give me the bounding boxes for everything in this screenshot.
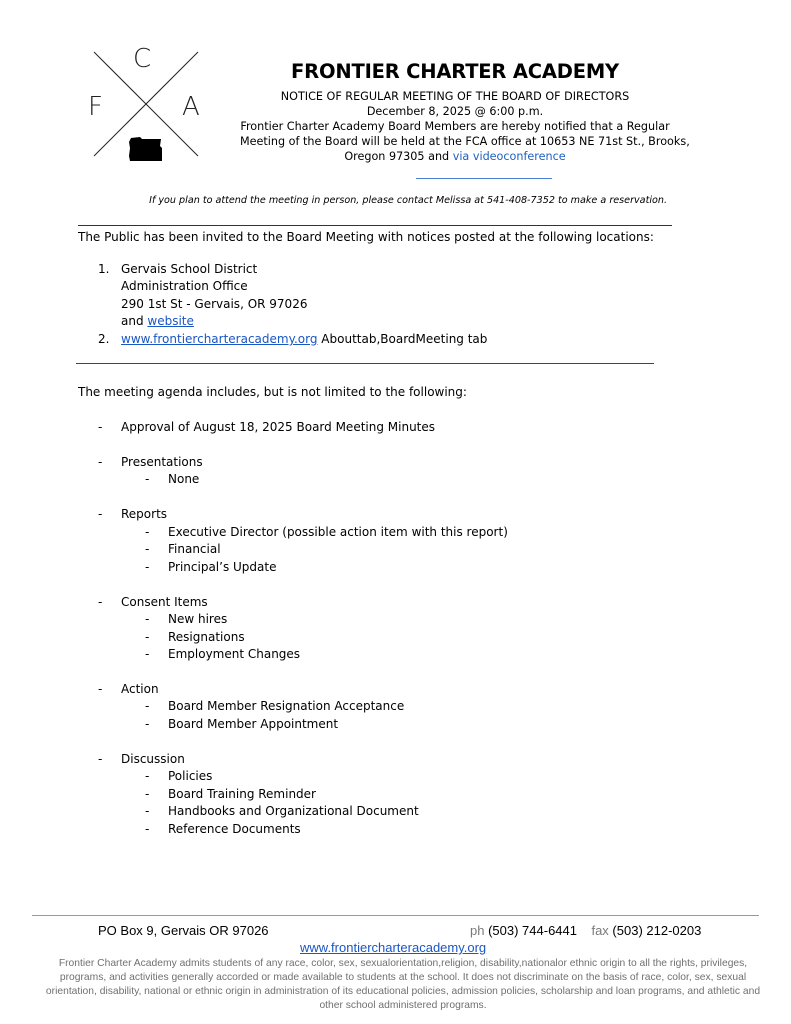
fax-number: (503) 212-0203 — [612, 923, 702, 938]
bullet-dash: - — [98, 507, 103, 521]
bullet-dash: - — [145, 717, 150, 731]
bullet-dash: - — [145, 787, 150, 801]
bullet-dash: - — [145, 525, 150, 539]
footer-divider — [32, 915, 759, 916]
meeting-subtitle: NOTICE OF REGULAR MEETING OF THE BOARD OF DIRECTORS — [280, 90, 630, 103]
disclaimer-line: programs, and activities generally accorded or made available to students at the school. It does not discriminate on the basis of race, color, sex, sexual — [59, 972, 747, 983]
bullet-dash: - — [145, 822, 150, 836]
agenda-subitem: New hires — [168, 612, 228, 626]
bullet-dash: - — [145, 804, 150, 818]
bullet-dash: - — [98, 752, 103, 766]
disclaimer-line: Frontier Charter Academy admits students of any race, color, sex, sexualorientation,religion, disability,nationalor ethnic origin to all the rights, privileges, — [58, 958, 748, 969]
meeting-notice-line-2: Meeting of the Board will be held at the FCA office at 10653 NE 71st St., Brooks, — [240, 135, 690, 148]
agenda-subitem: Board Training Reminder — [168, 787, 316, 801]
oregon-state-icon — [128, 136, 164, 162]
fca-website-link[interactable]: www.frontiercharteracademy.org — [121, 332, 318, 346]
agenda-item: Action — [121, 682, 159, 696]
page-title: FRONTIER CHARTER ACADEMY — [291, 60, 619, 83]
location-line — [121, 332, 487, 346]
location-line: Administration Office — [121, 279, 248, 293]
location-line: Gervais School District — [121, 262, 258, 276]
bullet-dash: - — [145, 542, 150, 556]
agenda-subitem: Employment Changes — [168, 647, 301, 661]
agenda-subitem: Resignations — [168, 630, 245, 644]
meeting-datetime: December 8, 2025 @ 6:00 p.m. — [366, 105, 544, 118]
bullet-dash: - — [145, 472, 150, 486]
location-line: 290 1st St - Gervais, OR 97026 — [121, 297, 308, 311]
bullet-dash: - — [145, 612, 150, 626]
location-tab-text: Abouttab,BoardMeeting tab — [317, 332, 488, 346]
agenda-item: Approval of August 18, 2025 Board Meeting Minutes — [121, 420, 436, 434]
agenda-subitem: None — [168, 472, 200, 486]
agenda-subitem: Principal’s Update — [168, 560, 277, 574]
locations-intro: The Public has been invited to the Board Meeting with notices posted at the following locations: — [78, 230, 654, 244]
phone-number: (503) 744-6441 — [488, 923, 577, 938]
logo-letter-a: A — [182, 92, 200, 122]
bullet-dash: - — [98, 595, 103, 609]
agenda-item: Presentations — [121, 455, 203, 469]
agenda-subitem: Policies — [168, 769, 213, 783]
bullet-dash: - — [98, 420, 103, 434]
footer-address: PO Box 9, Gervais OR 97026 — [98, 923, 269, 938]
footer-website-link[interactable]: www.frontiercharteracademy.org — [300, 940, 487, 955]
bullet-dash: - — [145, 630, 150, 644]
website-link[interactable]: website — [147, 314, 194, 328]
disclaimer-line: orientation, disability, national or ethnic origin in administration of its educational policies, admission policies, scholarship and loan programs, and athletic and — [45, 986, 761, 997]
agenda-item: Reports — [121, 507, 168, 521]
location-and-text: and — [121, 314, 148, 328]
agenda-subitem: Executive Director (possible action item with this report) — [168, 525, 508, 539]
footer-contact — [470, 923, 701, 938]
nondiscrimination-disclaimer — [36, 957, 770, 1013]
meeting-notice-line-1: Frontier Charter Academy Board Members are hereby notified that a Regular — [240, 120, 670, 133]
location-number: 2. — [98, 332, 110, 346]
agenda-intro: The meeting agenda includes, but is not limited to the following: — [78, 385, 467, 399]
bullet-dash: - — [145, 647, 150, 661]
agenda-subitem: Board Member Resignation Acceptance — [168, 699, 405, 713]
location-number: 1. — [98, 262, 110, 276]
meeting-notice-line-3 — [240, 148, 670, 165]
fax-label: fax — [591, 923, 609, 938]
agenda-subitem: Financial — [168, 542, 221, 556]
bullet-dash: - — [145, 560, 150, 574]
agenda-item: Discussion — [121, 752, 185, 766]
agenda-subitem: Reference Documents — [168, 822, 301, 836]
videoconference-link-underline[interactable] — [416, 178, 552, 179]
agenda-subitem: Board Member Appointment — [168, 717, 339, 731]
school-logo — [86, 44, 206, 164]
videoconference-link[interactable]: via videoconference — [452, 150, 566, 163]
bullet-dash: - — [98, 682, 103, 696]
logo-letter-c: C — [133, 44, 152, 74]
disclaimer-line: other school administered programs. — [319, 1000, 487, 1011]
divider — [78, 225, 672, 226]
divider — [76, 363, 654, 364]
meeting-location-text: Oregon 97305 and — [344, 150, 453, 163]
agenda-subitem: Handbooks and Organizational Document — [168, 804, 419, 818]
location-line — [121, 314, 194, 328]
agenda-item: Consent Items — [121, 595, 208, 609]
bullet-dash: - — [145, 699, 150, 713]
bullet-dash: - — [98, 455, 103, 469]
phone-label: ph — [470, 923, 485, 938]
reservation-note: If you plan to attend the meeting in person, please contact Melissa at 541-408-7352 to make a reservation. — [149, 195, 667, 206]
logo-letter-f: F — [88, 92, 103, 122]
bullet-dash: - — [145, 769, 150, 783]
